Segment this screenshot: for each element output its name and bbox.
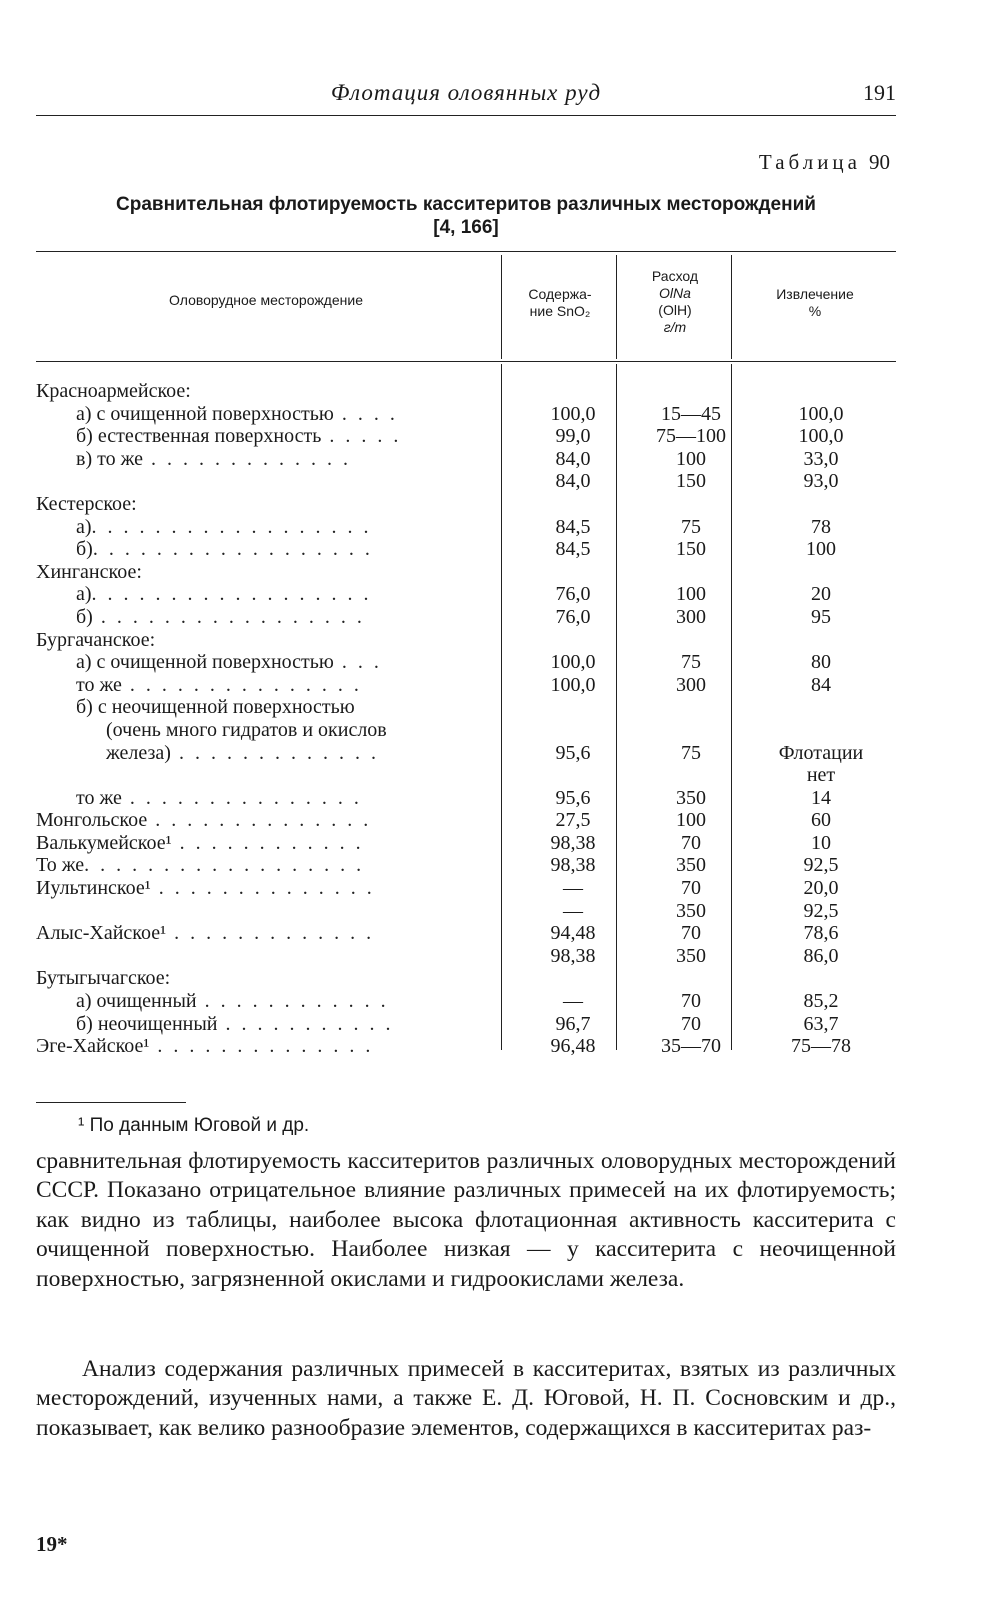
deposit-name (36, 583, 504, 606)
reagent-consumption: 150 (676, 470, 706, 493)
sno2-content: 76,0 (555, 583, 591, 606)
recovery-value: 20,0 (803, 877, 839, 900)
table-row (36, 787, 896, 810)
deposit-name (36, 674, 504, 697)
deposit-name-text: а) с очищенной поверхностью (76, 651, 334, 674)
table-row (36, 877, 896, 900)
sno2-content: 94,48 (550, 922, 596, 945)
sno2-content: 100,0 (550, 651, 596, 674)
col-divider-3-head (731, 255, 732, 359)
table-row (36, 470, 896, 493)
deposit-name (36, 787, 504, 810)
table-row (36, 538, 896, 561)
reagent-consumption: 300 (676, 673, 706, 696)
sno2-content: — (563, 877, 583, 900)
deposit-name (36, 877, 504, 900)
table-row (36, 403, 896, 426)
reagent-consumption: 70 (681, 1012, 701, 1035)
deposit-name-text: Эге-Хайское¹ (36, 1035, 150, 1058)
sno2-content: 76,0 (555, 605, 591, 628)
table-row (36, 493, 896, 516)
deposit-name-text: а) (76, 515, 92, 538)
deposit-name-text: железа) (106, 741, 171, 764)
sno2-content: 99,0 (555, 425, 591, 448)
running-head (36, 80, 896, 114)
recovery-value: 78 (811, 515, 831, 538)
recovery-value: 86,0 (803, 944, 839, 967)
deposit-name-text: то же (76, 673, 122, 696)
deposit-name (36, 651, 504, 674)
deposit-name-text: в) то же (76, 447, 144, 470)
sno2-content: 27,5 (555, 809, 591, 832)
recovery-value: 33,0 (803, 447, 839, 470)
sno2-content: 84,5 (555, 538, 591, 561)
table-title (36, 193, 896, 239)
table-header-rule (36, 361, 896, 362)
sno2-content: 98,38 (550, 944, 596, 967)
recovery-value: 93,0 (803, 470, 839, 493)
table-row (36, 380, 896, 403)
table-title-line2: [4, 166] (433, 217, 499, 238)
table-row (36, 1013, 896, 1036)
col-header-recovery-l2: % (808, 303, 822, 319)
col-divider-1-head (501, 255, 502, 359)
table-row (36, 448, 896, 471)
table-row (36, 900, 896, 923)
deposit-name-text: б) естественная поверхность (76, 425, 322, 448)
leader-dots: . . . . . . . . . . . . . (143, 447, 352, 470)
reagent-consumption: 350 (676, 899, 706, 922)
table-row (36, 764, 896, 787)
recovery-value: нет (806, 764, 836, 787)
deposit-name-text: Валькумейское¹ (36, 831, 172, 854)
recovery-value: 80 (811, 651, 831, 674)
col-header-content-l1: Содержа- (528, 286, 592, 302)
sno2-content: 84,5 (555, 515, 591, 538)
table-row (36, 742, 896, 765)
reagent-consumption: 75 (681, 651, 701, 674)
table-row (36, 832, 896, 855)
sno2-content: 84,0 (555, 447, 591, 470)
reagent-consumption: 350 (676, 854, 706, 877)
deposit-name-text: Кестерское: (36, 492, 137, 515)
deposit-name-text: б) (76, 538, 93, 561)
table-label: Таблица (758, 150, 861, 174)
reagent-consumption: 100 (676, 447, 706, 470)
table-row (36, 967, 896, 990)
reagent-consumption: 75 (681, 741, 701, 764)
deposit-name (36, 425, 504, 448)
sno2-content: 95,6 (555, 786, 591, 809)
running-title: Флотация оловянных руд (330, 80, 602, 105)
table-row (36, 425, 896, 448)
recovery-value: Флотации (778, 741, 864, 764)
sno2-content: 95,6 (555, 741, 591, 764)
recovery-value: 92,5 (803, 899, 839, 922)
deposit-name-text: (очень много гидратов и окислов (106, 718, 387, 741)
leader-dots: . . . . . . . . . . . . . (166, 922, 375, 945)
deposit-name (36, 990, 504, 1013)
recovery-value: 84 (811, 673, 831, 696)
col-header-recovery-l1: Извлечение (776, 286, 854, 302)
footnote-rule (36, 1102, 186, 1103)
table-title-line1: Сравнительная флотируемость касситеритов различных месторождений (116, 194, 816, 215)
leader-dots: . . . . . . . . . . . . . . . . . . (91, 583, 372, 606)
sno2-content: 100,0 (550, 402, 596, 425)
table-row (36, 1035, 896, 1058)
deposit-name (36, 922, 504, 945)
table-row (36, 651, 896, 674)
leader-dots: . . . . . . . . . . . . (196, 990, 389, 1013)
table-number-value: 90 (869, 150, 890, 174)
leader-dots: . . . . . . . . . . . . . . . . . . (92, 538, 373, 561)
deposit-name-text: Хинганское: (36, 560, 142, 583)
deposit-name (36, 606, 504, 629)
deposit-name (36, 538, 504, 561)
leader-dots: . . . . . . . . . . . . . . . (121, 786, 362, 809)
col-header-content-l2: ние SnO₂ (529, 303, 591, 319)
deposit-name (36, 719, 504, 742)
leader-dots: . . . . . . . . . . . . . . . . . (92, 605, 365, 628)
recovery-value: 100 (806, 538, 836, 561)
recovery-value: 92,5 (803, 854, 839, 877)
recovery-value: 60 (811, 809, 831, 832)
deposit-name-text: Алыс-Хайское¹ (36, 922, 167, 945)
reagent-consumption: 70 (681, 922, 701, 945)
reagent-consumption: 75—100 (656, 425, 726, 448)
table-row (36, 990, 896, 1013)
recovery-value: 85,2 (803, 990, 839, 1013)
table-row (36, 561, 896, 584)
deposit-name-text: б) с неочищенной поверхностью (76, 696, 355, 719)
leader-dots: . . . . . . . . . . . . . (170, 741, 379, 764)
sno2-content: 98,38 (550, 831, 596, 854)
deposit-name-text: то же (76, 786, 122, 809)
deposit-name (36, 854, 504, 877)
table-row (36, 809, 896, 832)
recovery-value: 20 (811, 583, 831, 606)
sno2-content: — (563, 899, 583, 922)
header-rule (36, 115, 896, 116)
sno2-content: 100,0 (550, 673, 596, 696)
table-body (36, 380, 896, 1058)
deposit-name (36, 742, 504, 765)
page-number: 191 (863, 80, 896, 105)
col-header-reagent-l1: Расход (651, 268, 699, 284)
deposit-name-text: Монгольское (36, 809, 148, 832)
deposit-name (36, 696, 504, 719)
table-row (36, 516, 896, 539)
deposit-name (36, 832, 504, 855)
reagent-consumption: 300 (676, 605, 706, 628)
sno2-content: 96,48 (550, 1035, 596, 1058)
sno2-content: — (563, 990, 583, 1013)
deposit-name (36, 403, 504, 426)
table-top-rule (36, 251, 896, 252)
deposit-name-text: а) с очищенной поверхностью (76, 402, 334, 425)
paragraph-1: сравнительная флотируемость касситеритов различных оловорудных месторождений СССР. Показано отрицательное влияние различных примесей на их флотируемость; как видно из таблицы, наиболее высока флотационная активность касситерита с очищенной поверхностью. Наиболее низкая — у касситерита с неочищенной поверхностью, загрязненной окислами и гидроокислами железа. (36, 1148, 896, 1292)
deposit-name (36, 809, 504, 832)
table-number (759, 150, 890, 175)
leader-dots: . . . . . . . . . . . . . . (150, 877, 375, 900)
reagent-consumption: 70 (681, 877, 701, 900)
reagent-consumption: 150 (676, 538, 706, 561)
leader-dots: . . . . . . . . . . . . . . . . . . (84, 854, 365, 877)
deposit-name (36, 380, 504, 403)
recovery-value: 14 (811, 786, 831, 809)
leader-dots: . . . . . . . . . . . (217, 1012, 394, 1035)
table-row (36, 696, 896, 719)
table-row (36, 854, 896, 877)
deposit-name (36, 629, 504, 652)
recovery-value: 100,0 (798, 402, 844, 425)
deposit-name-text: б) (76, 605, 93, 628)
footnote: ¹ По данным Юговой и др. (78, 1115, 310, 1136)
col-header-reagent (620, 268, 730, 336)
deposit-name (36, 516, 504, 539)
recovery-value: 100,0 (798, 425, 844, 448)
deposit-name-text: Иультинское¹ (36, 877, 151, 900)
col-header-deposit (36, 292, 496, 309)
deposit-name (36, 561, 504, 584)
sno2-content: 98,38 (550, 854, 596, 877)
sno2-content: 84,0 (555, 470, 591, 493)
leader-dots: . . . (333, 651, 382, 674)
col-header-deposit-text: Оловорудное месторождение (169, 292, 363, 308)
sno2-content: 96,7 (555, 1012, 591, 1035)
reagent-consumption: 75 (681, 515, 701, 538)
table-row (36, 606, 896, 629)
reagent-consumption: 35—70 (661, 1035, 721, 1058)
table-row (36, 945, 896, 968)
recovery-value: 63,7 (803, 1012, 839, 1035)
leader-dots: . . . . . . . . . . . . . . (147, 809, 372, 832)
col-header-reagent-l4: г/т (663, 319, 687, 335)
deposit-name-text: а) очищенный (76, 990, 197, 1013)
reagent-consumption: 100 (676, 583, 706, 606)
col-divider-2-head (616, 255, 617, 359)
col-header-content (505, 286, 615, 320)
table-row (36, 719, 896, 742)
deposit-name (36, 493, 504, 516)
table-row (36, 629, 896, 652)
signature-mark: 19* (36, 1532, 68, 1556)
table-row (36, 674, 896, 697)
reagent-consumption: 70 (681, 990, 701, 1013)
leader-dots: . . . . . . . . . . . . . . . (121, 673, 362, 696)
deposit-name-text: б) неочищенный (76, 1012, 218, 1035)
reagent-consumption: 70 (681, 831, 701, 854)
recovery-value: 78,6 (803, 922, 839, 945)
leader-dots: . . . . . . . . . . . . . . (149, 1035, 374, 1058)
leader-dots: . . . . . . . . . . . . (171, 831, 364, 854)
recovery-value: 75—78 (791, 1035, 851, 1058)
reagent-consumption: 100 (676, 809, 706, 832)
recovery-value: 95 (811, 605, 831, 628)
table-row (36, 583, 896, 606)
leader-dots: . . . . . (321, 425, 402, 448)
leader-dots: . . . . (333, 402, 398, 425)
deposit-name (36, 1013, 504, 1036)
reagent-consumption: 350 (676, 786, 706, 809)
leader-dots: . . . . . . . . . . . . . . . . . . (91, 515, 372, 538)
reagent-consumption: 15—45 (661, 402, 721, 425)
deposit-name (36, 448, 504, 471)
deposit-name-text: Бутыгычагское: (36, 967, 171, 990)
deposit-name (36, 1035, 504, 1058)
recovery-value: 10 (811, 831, 831, 854)
paragraph-2: Анализ содержания различных примесей в касситеритах, взятых из различных месторождений, изученных нами, а также Е. Д. Юговой, Н. П. Сосновским и др., показывает, как велико разнообразие элементов, содержащихся в касситеритах раз- (36, 1356, 896, 1441)
deposit-name-text: а) (76, 583, 92, 606)
deposit-name-text: То же (36, 854, 85, 877)
reagent-consumption: 350 (676, 944, 706, 967)
col-header-recovery (735, 286, 895, 320)
col-header-reagent-l3: (OlH) (658, 302, 692, 318)
deposit-name-text: Красноармейское: (36, 380, 191, 402)
deposit-name (36, 967, 504, 990)
table-row (36, 922, 896, 945)
col-header-reagent-l2: OlNa (659, 285, 691, 301)
deposit-name-text: Бургачанское: (36, 628, 156, 651)
